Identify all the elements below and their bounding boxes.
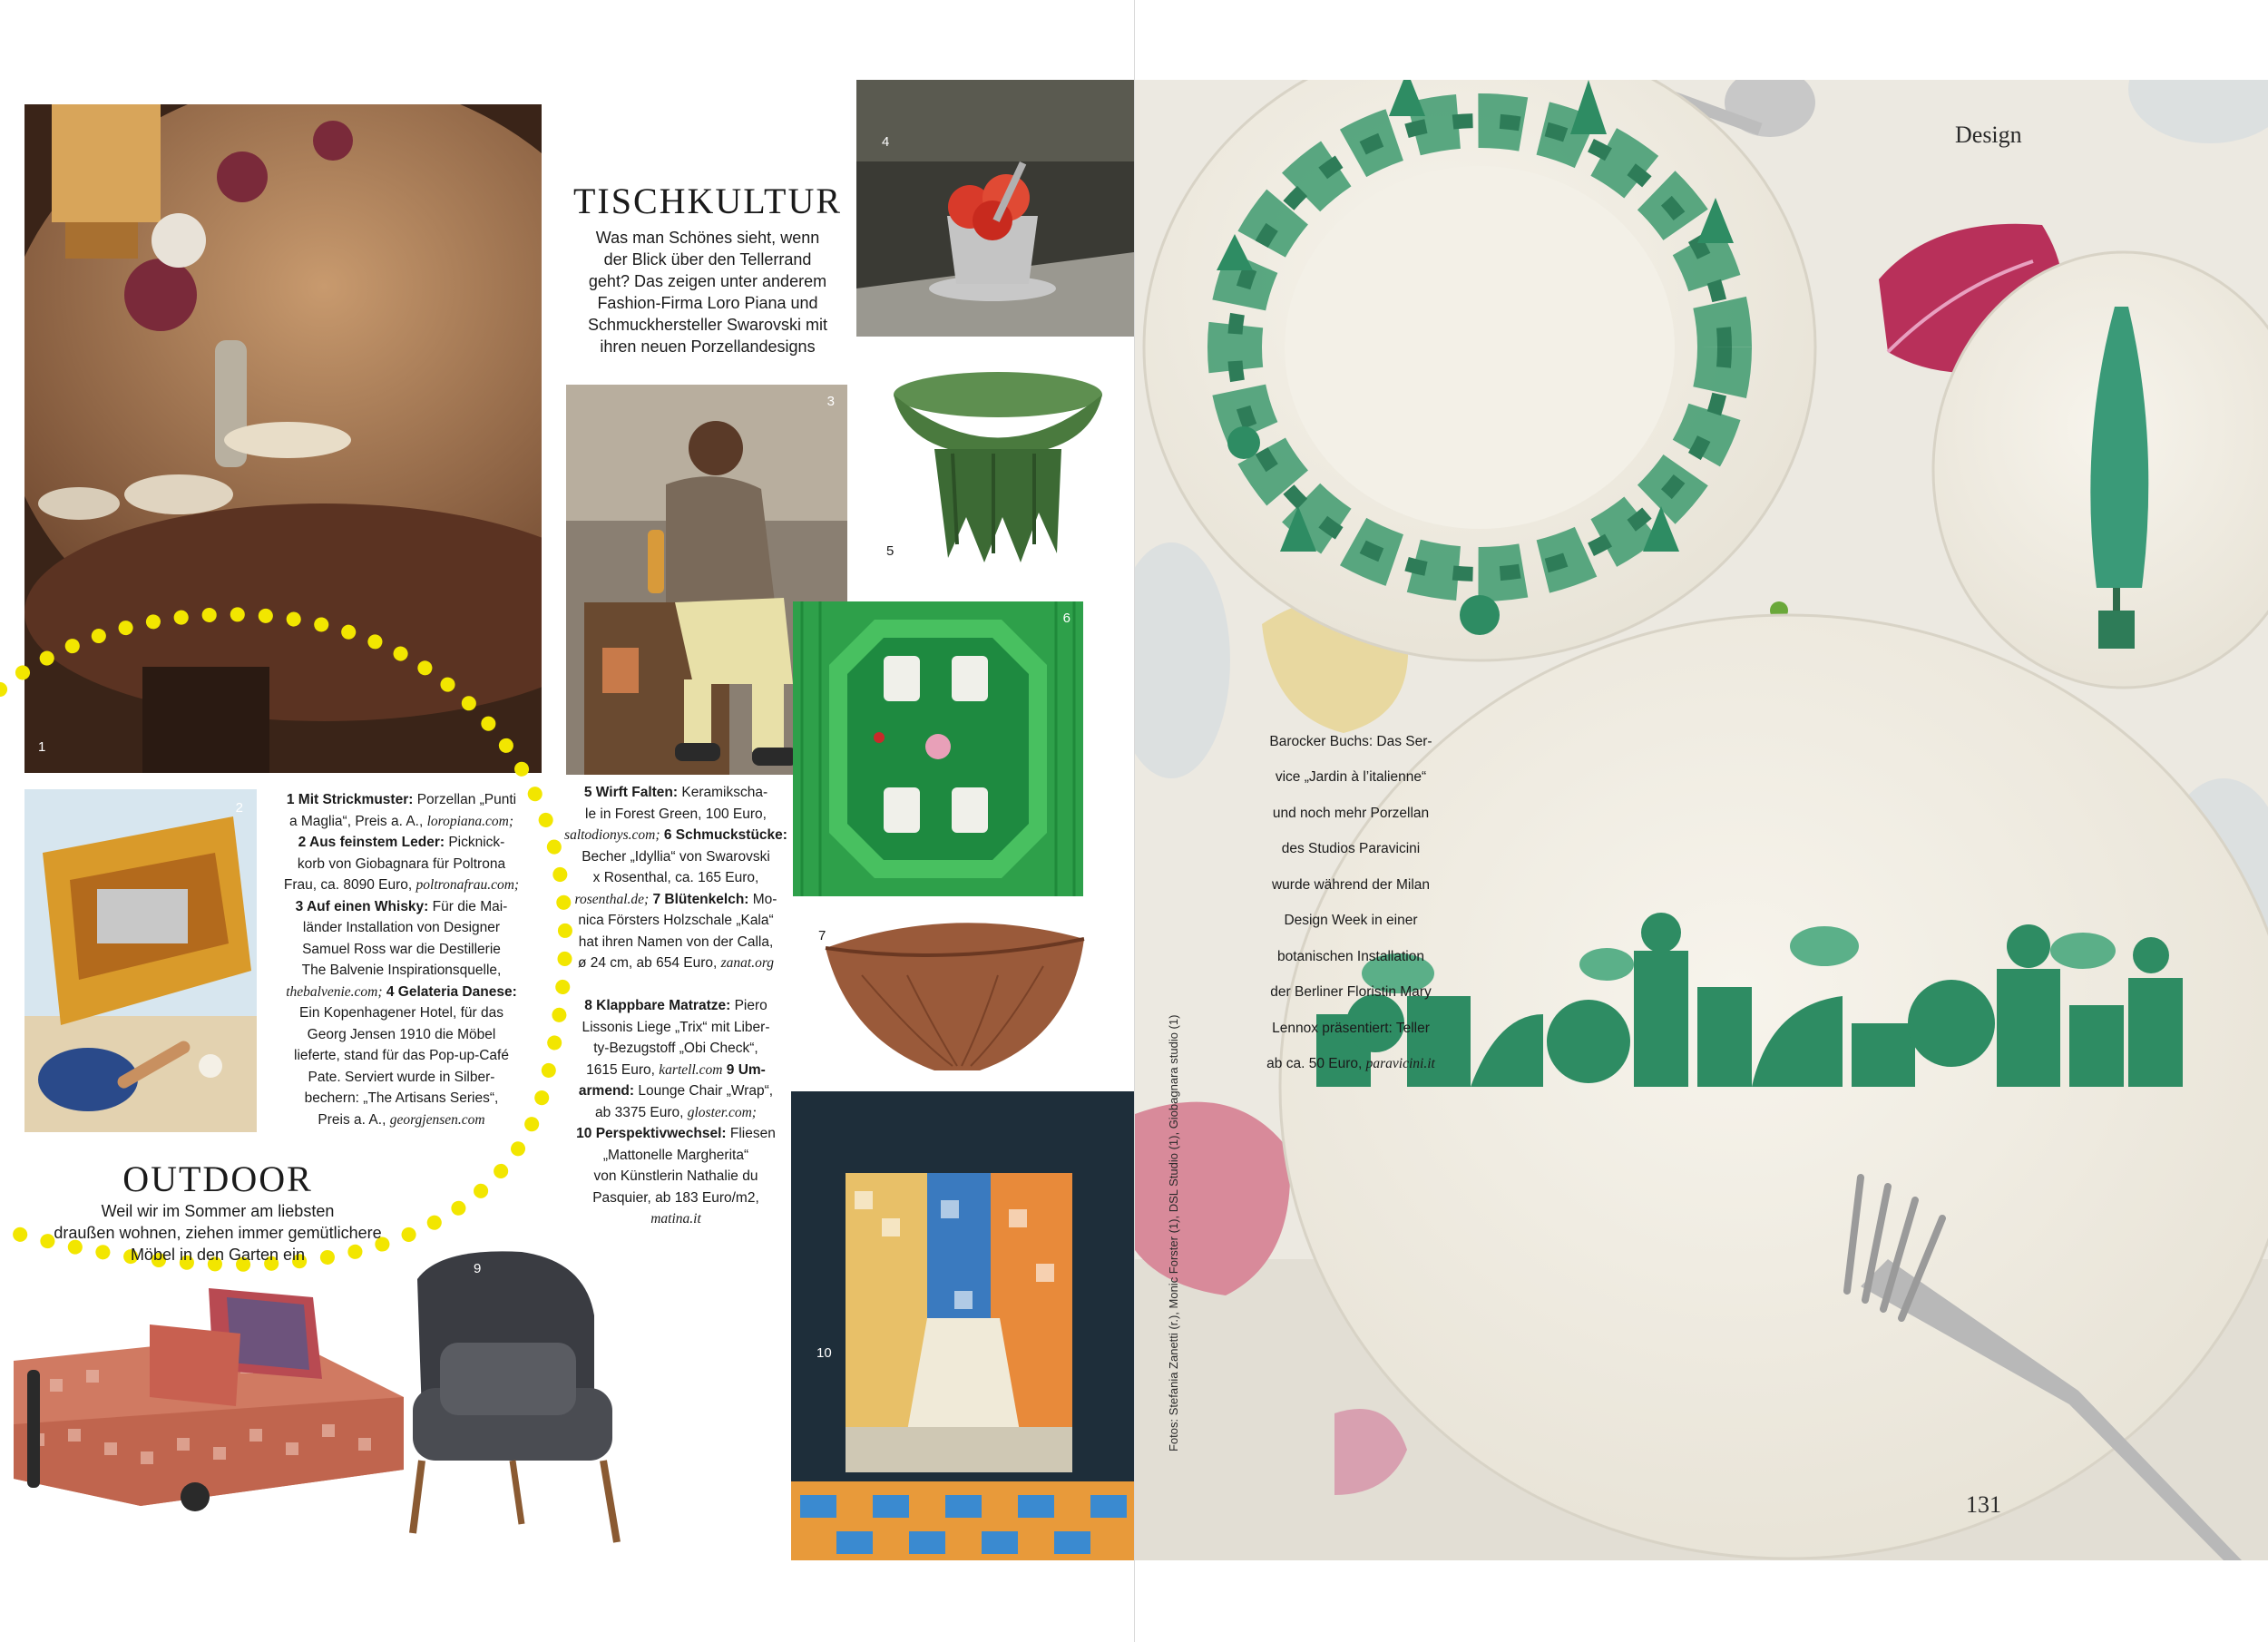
caption-text: Keramikscha- — [678, 785, 768, 800]
caption-line — [553, 1208, 798, 1230]
caption-line — [553, 1188, 798, 1209]
caption-text: Picknick- — [445, 835, 505, 850]
caption-keyword: 1 Mit Strickmuster: — [286, 792, 414, 807]
caption-line — [263, 1024, 540, 1046]
photo-number: 1 — [38, 739, 46, 755]
photo-number: 10 — [816, 1345, 832, 1361]
intro-line: der Blick über den Tellerrand — [603, 250, 812, 269]
caption-text: Georg Jensen 1910 die Möbel — [307, 1026, 496, 1042]
caption-line — [1250, 838, 1452, 860]
caption-url: poltronafrau.com; — [415, 877, 520, 893]
caption-text: Design Week in einer — [1284, 913, 1418, 928]
caption-line — [263, 832, 540, 854]
section-label: Design — [1955, 122, 2022, 148]
caption-line — [1250, 803, 1452, 825]
caption-text: Porzellan „Punti — [413, 792, 517, 807]
caption-text: Fliesen — [726, 1126, 776, 1141]
caption-text: Pate. Serviert wurde in Silber- — [308, 1069, 495, 1085]
caption-line — [263, 982, 540, 1003]
caption-line — [553, 932, 798, 953]
caption-text: bechern: „The Artisans Series“, — [304, 1090, 499, 1106]
intro-line: Möbel in den Garten ein — [130, 1246, 306, 1264]
photo-number: 9 — [474, 1261, 482, 1276]
intro-line: ihren neuen Porzellandesigns — [600, 337, 816, 356]
captions-photos-1-4 — [263, 789, 540, 1130]
caption-line — [553, 953, 798, 974]
caption-keyword: armend: — [578, 1083, 635, 1099]
photo-credit: Fotos: Stefania Zanetti (r.), Monic Forster (1), DSL Studio (1), Giobagnara studio (1) — [1167, 1014, 1180, 1451]
caption-line — [553, 995, 798, 1017]
caption-url: kartell.com — [659, 1061, 723, 1078]
caption-text: Frau, ca. 8090 Euro, — [283, 877, 416, 893]
caption-text: a Maglia“, Preis a. A., — [288, 813, 427, 829]
intro-line: Fashion-Firma Loro Piana und — [597, 294, 818, 312]
caption-line — [263, 875, 540, 896]
caption-url: georgjensen.com — [389, 1111, 485, 1128]
caption-text: von Künstlerin Nathalie du — [593, 1168, 758, 1184]
photo-number: 6 — [1062, 611, 1070, 626]
caption-text: des Studios Paravicini — [1281, 841, 1421, 856]
caption-line — [1250, 982, 1452, 1003]
caption-line — [553, 1123, 798, 1145]
caption-url: rosenthal.de; — [574, 891, 650, 907]
caption-text: Lounge Chair „Wrap“, — [634, 1083, 774, 1099]
caption-paravicini — [1250, 717, 1452, 1090]
caption-keyword: 6 Schmuckstücke: — [660, 827, 787, 843]
caption-line — [553, 1038, 798, 1060]
caption-text: hat ihren Namen von der Calla, — [578, 933, 774, 950]
caption-text: der Berliner Floristin Mary — [1270, 984, 1432, 1000]
caption-line — [1250, 946, 1452, 968]
caption-url: loropiana.com; — [426, 813, 514, 829]
caption-keyword: 10 Perspektivwechsel: — [576, 1126, 727, 1141]
caption-url: paravicini.it — [1365, 1056, 1435, 1071]
caption-text: Preis a. A., — [318, 1111, 390, 1128]
caption-line — [553, 867, 798, 889]
outdoor-intro — [36, 1200, 399, 1266]
caption-text: Piero — [730, 998, 767, 1013]
caption-line — [263, 1002, 540, 1024]
caption-line — [263, 896, 540, 918]
caption-text: ab ca. 50 Euro, — [1266, 1056, 1366, 1071]
page-number: 131 — [1966, 1491, 2001, 1518]
caption-line — [553, 825, 798, 846]
caption-text: 1615 Euro, — [586, 1061, 660, 1078]
caption-line — [553, 782, 798, 804]
caption-line — [1250, 731, 1452, 753]
caption-keyword: 9 Um- — [722, 1061, 766, 1078]
caption-keyword: 4 Gelateria Danese: — [382, 983, 517, 1000]
caption-text: länder Installation von Designer — [302, 920, 501, 935]
caption-text: Becher „Idyllia“ von Swarovski — [582, 848, 770, 865]
caption-text: x Rosenthal, ca. 165 Euro, — [592, 870, 759, 885]
caption-text: ty-Bezugstoff „Obi Check“, — [593, 1041, 758, 1056]
caption-text: Mo- — [748, 891, 777, 907]
caption-text: Für die Mai- — [428, 898, 508, 914]
caption-keyword: 8 Klappbare Matratze: — [584, 998, 731, 1013]
caption-line — [263, 1045, 540, 1067]
photo-number: 4 — [882, 134, 890, 150]
caption-line — [263, 854, 540, 875]
photo-number: 5 — [886, 543, 894, 559]
caption-url: saltodionys.com; — [564, 827, 660, 843]
intro-line: draußen wohnen, ziehen immer gemütlichere — [54, 1224, 382, 1242]
caption-line — [553, 1145, 798, 1167]
caption-url: gloster.com; — [687, 1104, 757, 1120]
caption-line — [263, 939, 540, 961]
caption-line — [263, 1067, 540, 1089]
caption-line — [553, 846, 798, 868]
photo-number: 2 — [235, 800, 243, 816]
caption-text: Ein Kopenhagener Hotel, für das — [299, 1005, 503, 1021]
caption-line — [553, 910, 798, 932]
intro-line: Schmuckhersteller Swarovski mit — [587, 316, 828, 334]
caption-line — [553, 974, 798, 996]
caption-line — [553, 804, 798, 826]
intro-line: Weil wir im Sommer am liebsten — [101, 1202, 335, 1220]
photo-number: 3 — [826, 394, 835, 409]
caption-line — [263, 1088, 540, 1109]
intro-line: geht? Das zeigen unter anderem — [588, 272, 827, 290]
caption-text: Lissonis Liege „Trix“ mit Liber- — [582, 1019, 770, 1035]
caption-line — [263, 789, 540, 811]
caption-text: le in Forest Green, 100 Euro, — [585, 806, 767, 822]
caption-text: vice „Jardin à l’italienne“ — [1275, 769, 1427, 785]
caption-line — [553, 1060, 798, 1081]
caption-keyword: 3 Auf einen Whisky: — [295, 898, 429, 914]
caption-line — [1250, 910, 1452, 932]
tischkultur-intro — [558, 227, 857, 357]
caption-line — [553, 1080, 798, 1102]
caption-url: matina.it — [650, 1211, 701, 1227]
caption-text: ø 24 cm, ab 654 Euro, — [577, 955, 721, 971]
caption-text: ab 3375 Euro, — [595, 1104, 688, 1120]
caption-text: nica Försters Holzschale „Kala“ — [578, 913, 774, 928]
outdoor-heading: OUTDOOR — [122, 1158, 313, 1199]
captions-photos-5-10 — [553, 782, 798, 1230]
caption-line — [553, 1017, 798, 1039]
caption-line — [553, 1102, 798, 1124]
tischkultur-heading: TISCHKULTUR — [572, 181, 843, 221]
caption-keyword: 7 Blütenkelch: — [649, 891, 749, 907]
caption-line — [553, 1166, 798, 1188]
caption-line — [1250, 875, 1452, 896]
caption-text: Lennox präsentiert: Teller — [1272, 1020, 1430, 1036]
caption-text: The Balvenie Inspirationsquelle, — [301, 963, 502, 978]
caption-text: korb von Giobagnara für Poltrona — [297, 855, 506, 872]
caption-line — [263, 811, 540, 833]
caption-line — [263, 1109, 540, 1131]
caption-line — [263, 917, 540, 939]
caption-keyword: 5 Wirft Falten: — [583, 785, 679, 800]
caption-keyword: 2 Aus feinstem Leder: — [298, 835, 445, 850]
caption-text: wurde während der Milan — [1271, 876, 1431, 893]
caption-text: Barocker Buchs: Das Ser- — [1269, 733, 1432, 749]
caption-line — [1250, 1053, 1452, 1075]
caption-line — [263, 960, 540, 982]
caption-line — [553, 889, 798, 911]
caption-text: botanischen Installation — [1276, 948, 1424, 964]
caption-url: zanat.org — [720, 955, 775, 971]
caption-text: Samuel Ross war die Destillerie — [302, 941, 501, 957]
caption-text: und noch mehr Porzellan — [1272, 805, 1430, 821]
photo-number: 7 — [818, 928, 826, 943]
caption-line — [1250, 767, 1452, 788]
caption-text: „Mattonelle Margherita“ — [602, 1147, 749, 1163]
intro-line: Was man Schönes sieht, wenn — [595, 229, 820, 247]
caption-text: lieferte, stand für das Pop-up-Café — [294, 1048, 509, 1063]
caption-line — [1250, 1018, 1452, 1040]
caption-url: thebalvenie.com; — [286, 983, 383, 1000]
caption-text: Pasquier, ab 183 Euro/m2, — [592, 1189, 759, 1206]
